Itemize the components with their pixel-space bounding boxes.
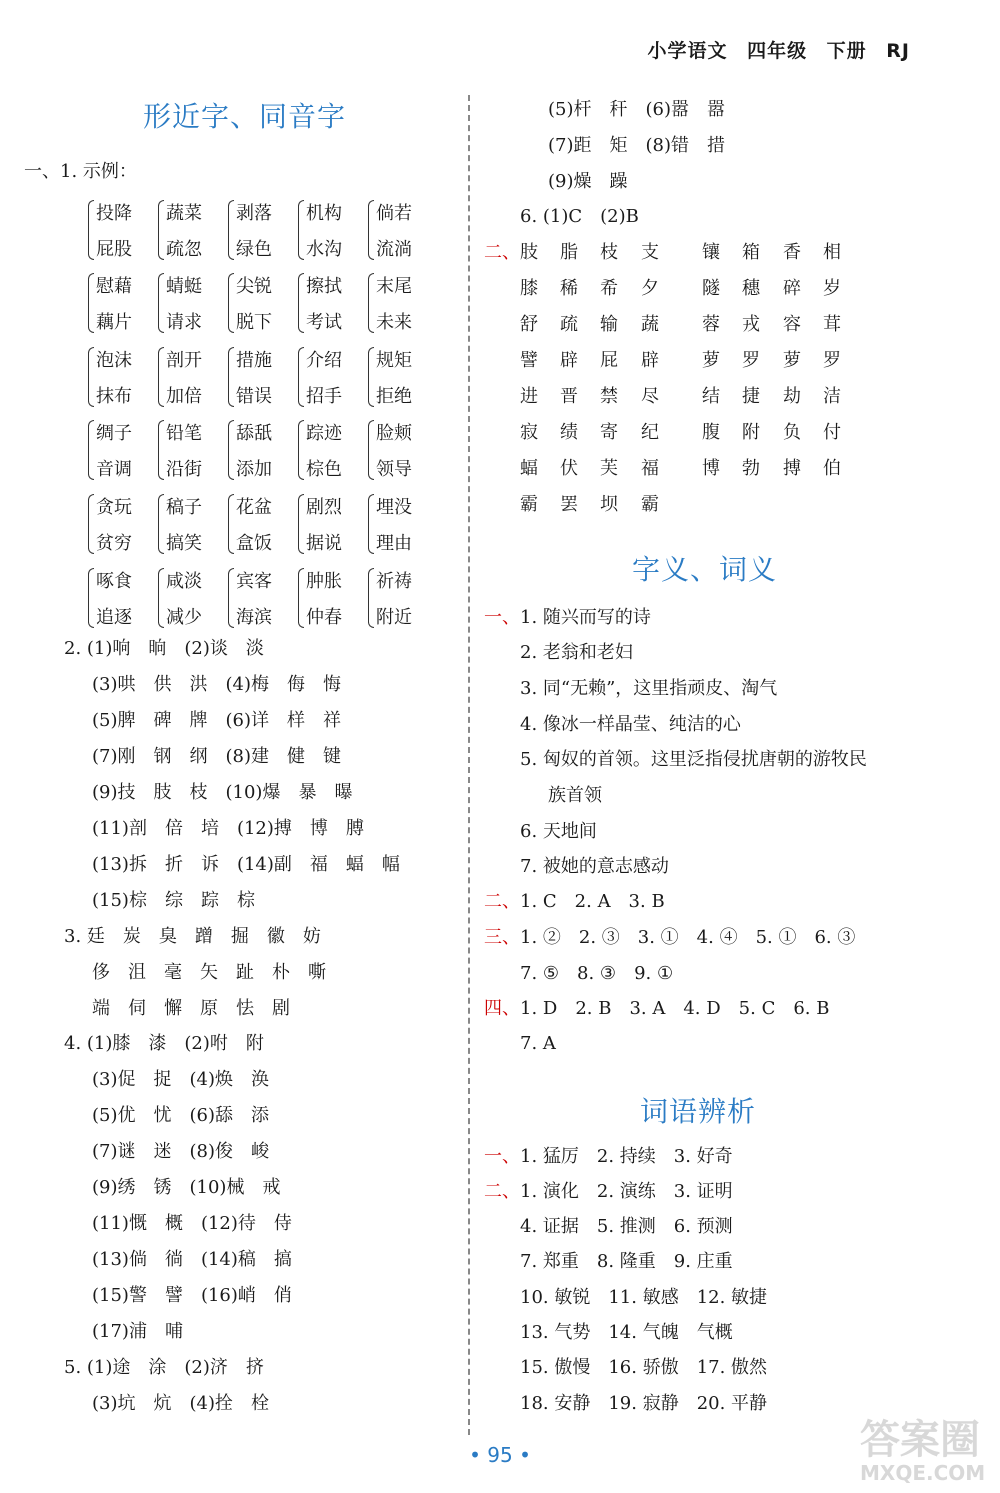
section-2-label: 二、 bbox=[484, 242, 520, 263]
pair-word: 擦拭 bbox=[306, 276, 342, 297]
grid-char: 晋 bbox=[560, 386, 578, 407]
grid-char: 箱 bbox=[742, 242, 760, 263]
word-pair bbox=[166, 269, 202, 341]
answer-line: 端 伺 懈 原 怯 剧 bbox=[92, 998, 290, 1019]
pair-word: 沿街 bbox=[166, 459, 202, 480]
pair-word: 倘若 bbox=[376, 203, 412, 224]
answer-line: 族首领 bbox=[548, 785, 602, 806]
grid-char: 福 bbox=[641, 458, 659, 479]
answer-line: (9)绣 锈 (10)械 戒 bbox=[92, 1177, 281, 1198]
pair-word: 拒绝 bbox=[376, 386, 412, 407]
pair-word: 剖开 bbox=[166, 350, 202, 371]
word-pair bbox=[306, 490, 342, 562]
grid-char: 疏 bbox=[560, 314, 578, 335]
grid-char: 捷 bbox=[742, 386, 760, 407]
word-pair bbox=[376, 416, 412, 488]
grid-char: 寄 bbox=[600, 422, 618, 443]
pair-word: 领导 bbox=[376, 459, 412, 480]
grid-char: 屁 bbox=[600, 350, 618, 371]
grid-char: 结 bbox=[702, 386, 720, 407]
answer-line: (11)剖 倍 培 (12)搏 博 膊 bbox=[92, 818, 364, 839]
grid-char: 肢 bbox=[520, 242, 538, 263]
pair-word: 脸颊 bbox=[376, 423, 412, 444]
pair-word: 绿色 bbox=[236, 239, 272, 260]
answer-line: 10. 敏锐 11. 敏感 12. 敏捷 bbox=[520, 1287, 768, 1308]
grid-char: 香 bbox=[783, 242, 801, 263]
word-pair bbox=[376, 490, 412, 562]
word-pair bbox=[236, 564, 272, 636]
word-pair bbox=[96, 490, 132, 562]
answer-line: 15. 傲慢 16. 骄傲 17. 傲然 bbox=[520, 1357, 768, 1378]
grid-char: 罗 bbox=[823, 350, 841, 371]
word-pair bbox=[306, 196, 342, 268]
answer-line: 二、1. 演化 2. 演练 3. 证明 bbox=[484, 1181, 733, 1202]
grid-char: 希 bbox=[600, 278, 618, 299]
pair-word: 减少 bbox=[166, 607, 202, 628]
section-marker: 三、 bbox=[484, 927, 520, 948]
pair-word: 宾客 bbox=[236, 571, 272, 592]
watermark-line2: MXQE.COM bbox=[860, 1461, 986, 1485]
pair-word: 添加 bbox=[236, 459, 272, 480]
answer-line: 18. 安静 19. 寂静 20. 平静 bbox=[520, 1393, 768, 1414]
grid-char: 蔬 bbox=[641, 314, 659, 335]
word-pair bbox=[236, 196, 272, 268]
watermark-logo bbox=[860, 1408, 985, 1485]
pair-word: 机构 bbox=[306, 203, 342, 224]
answer-line: (17)浦 哺 bbox=[92, 1321, 183, 1342]
grid-char: 萝 bbox=[783, 350, 801, 371]
answer-line: 6. (1)C (2)B bbox=[520, 206, 639, 227]
word-pair bbox=[96, 564, 132, 636]
grid-char: 膝 bbox=[520, 278, 538, 299]
section-marker: 二、 bbox=[484, 1181, 520, 1202]
word-pair bbox=[376, 196, 412, 268]
answer-line: 二、1. C 2. A 3. B bbox=[484, 891, 665, 912]
pair-word: 海滨 bbox=[236, 607, 272, 628]
answer-line: 四、1. D 2. B 3. A 4. D 5. C 6. B bbox=[484, 998, 830, 1019]
grid-char: 尽 bbox=[641, 386, 659, 407]
word-pair bbox=[376, 343, 412, 415]
answer-line: (7)刚 钢 纲 (8)建 健 键 bbox=[92, 746, 341, 767]
grid-char: 舒 bbox=[520, 314, 538, 335]
grid-char: 劫 bbox=[783, 386, 801, 407]
pair-word: 附近 bbox=[376, 607, 412, 628]
pair-word: 末尾 bbox=[376, 276, 412, 297]
word-pair bbox=[306, 343, 342, 415]
answer-line: 4. (1)膝 漆 (2)咐 附 bbox=[64, 1033, 264, 1054]
answer-line: 2. 老翁和老妇 bbox=[520, 642, 633, 663]
pair-word: 盒饭 bbox=[236, 533, 272, 554]
grid-char: 进 bbox=[520, 386, 538, 407]
pair-word: 绸子 bbox=[96, 423, 132, 444]
pair-word: 藕片 bbox=[96, 312, 132, 333]
grid-char: 搏 bbox=[783, 458, 801, 479]
pair-word: 贪玩 bbox=[96, 497, 132, 518]
watermark-line1: 答案圈 bbox=[860, 1417, 980, 1463]
word-pair bbox=[306, 564, 342, 636]
pair-word: 追逐 bbox=[96, 607, 132, 628]
answer-line: 侈 沮 毫 矢 趾 朴 嘶 bbox=[92, 962, 326, 983]
pair-word: 蜻蜓 bbox=[166, 276, 202, 297]
grid-char: 付 bbox=[823, 422, 841, 443]
grid-char: 相 bbox=[823, 242, 841, 263]
grid-char: 枝 bbox=[600, 242, 618, 263]
pair-word: 理由 bbox=[376, 533, 412, 554]
grid-char: 禁 bbox=[600, 386, 618, 407]
word-pair bbox=[96, 343, 132, 415]
pair-word: 泡沫 bbox=[96, 350, 132, 371]
pair-word: 剥落 bbox=[236, 203, 272, 224]
pair-word: 据说 bbox=[306, 533, 342, 554]
pair-word: 考试 bbox=[306, 312, 342, 333]
word-pair bbox=[96, 416, 132, 488]
grid-char: 附 bbox=[742, 422, 760, 443]
pair-word: 搞笑 bbox=[166, 533, 202, 554]
section-title-similar-chars: 形近字、同音字 bbox=[143, 100, 347, 133]
pair-word: 音调 bbox=[96, 459, 132, 480]
pair-word: 措施 bbox=[236, 350, 272, 371]
grid-char: 碎 bbox=[783, 278, 801, 299]
word-pair bbox=[236, 269, 272, 341]
answer-line: (3)哄 供 洪 (4)梅 侮 悔 bbox=[92, 674, 341, 695]
grid-char: 寂 bbox=[520, 422, 538, 443]
answer-line: 4. 像冰一样晶莹、纯洁的心 bbox=[520, 714, 741, 735]
grid-char: 稀 bbox=[560, 278, 578, 299]
grid-char: 洁 bbox=[823, 386, 841, 407]
pair-word: 贫穷 bbox=[96, 533, 132, 554]
grid-char: 罢 bbox=[560, 494, 578, 515]
pair-word: 踪迹 bbox=[306, 423, 342, 444]
pair-word: 规矩 bbox=[376, 350, 412, 371]
word-pair bbox=[306, 416, 342, 488]
pair-word: 请求 bbox=[166, 312, 202, 333]
pair-word: 抹布 bbox=[96, 386, 132, 407]
word-pair bbox=[376, 269, 412, 341]
page-number: • 95 • bbox=[469, 1443, 531, 1467]
grid-char: 蝠 bbox=[520, 458, 538, 479]
pair-word: 啄食 bbox=[96, 571, 132, 592]
grid-char: 负 bbox=[783, 422, 801, 443]
answer-line: 13. 气势 14. 气魄 气概 bbox=[520, 1322, 733, 1343]
pair-word: 咸淡 bbox=[166, 571, 202, 592]
pair-word: 铅笔 bbox=[166, 423, 202, 444]
grid-char: 茸 bbox=[823, 314, 841, 335]
answer-line: 3. 同“无赖”，这里指顽皮、淘气 bbox=[520, 678, 778, 699]
grid-char: 辟 bbox=[641, 350, 659, 371]
answer-line: 5. (1)途 涂 (2)济 挤 bbox=[64, 1357, 264, 1378]
grid-char: 譬 bbox=[520, 350, 538, 371]
grid-char: 罗 bbox=[742, 350, 760, 371]
grid-char: 纪 bbox=[641, 422, 659, 443]
grid-char: 戎 bbox=[742, 314, 760, 335]
pair-word: 介绍 bbox=[306, 350, 342, 371]
answer-line: (5)杆 秆 (6)嚣 嚣 bbox=[548, 99, 725, 120]
pair-word: 剧烈 bbox=[306, 497, 342, 518]
grid-char: 博 bbox=[702, 458, 720, 479]
pair-word: 招手 bbox=[306, 386, 342, 407]
pair-word: 棕色 bbox=[306, 459, 342, 480]
section-marker: 一、 bbox=[484, 1146, 520, 1167]
answer-line: 5. 匈奴的首领。这里泛指侵扰唐朝的游牧民 bbox=[520, 749, 867, 770]
grid-char: 输 bbox=[600, 314, 618, 335]
word-pair bbox=[166, 343, 202, 415]
answer-line: (5)优 忧 (6)舔 添 bbox=[92, 1105, 269, 1126]
pair-word: 肿胀 bbox=[306, 571, 342, 592]
section-marker: 四、 bbox=[484, 998, 520, 1019]
pair-word: 屁股 bbox=[96, 239, 132, 260]
pair-word: 尖锐 bbox=[236, 276, 272, 297]
section-title-analysis: 词语辨析 bbox=[640, 1095, 757, 1128]
q1-label: 一、1. 示例： bbox=[24, 161, 137, 182]
grid-char: 蓉 bbox=[702, 314, 720, 335]
pair-word: 投降 bbox=[96, 203, 132, 224]
grid-char: 隧 bbox=[702, 278, 720, 299]
word-pair bbox=[166, 196, 202, 268]
book-header: 小学语文 四年级 下册 RJ bbox=[647, 40, 910, 62]
grid-char: 腹 bbox=[702, 422, 720, 443]
answer-line: (3)坑 炕 (4)拴 栓 bbox=[92, 1393, 269, 1414]
grid-char: 霸 bbox=[641, 494, 659, 515]
pair-word: 未来 bbox=[376, 312, 412, 333]
answer-line: (15)棕 综 踪 棕 bbox=[92, 890, 255, 911]
answer-line: 7. A bbox=[520, 1033, 556, 1054]
pair-word: 祈祷 bbox=[376, 571, 412, 592]
word-pair bbox=[166, 490, 202, 562]
answer-line: 三、1. ② 2. ③ 3. ① 4. ④ 5. ① 6. ③ bbox=[484, 927, 856, 948]
pair-word: 加倍 bbox=[166, 386, 202, 407]
word-pair bbox=[376, 564, 412, 636]
answer-line: (13)拆 折 诉 (14)副 福 蝠 幅 bbox=[92, 854, 400, 875]
answer-line: (7)谜 迷 (8)俊 峻 bbox=[92, 1141, 269, 1162]
section-marker: 一、 bbox=[484, 607, 520, 628]
grid-char: 萝 bbox=[702, 350, 720, 371]
pair-word: 蔬菜 bbox=[166, 203, 202, 224]
pair-word: 埋没 bbox=[376, 497, 412, 518]
answer-line: (9)技 肢 枝 (10)爆 暴 曝 bbox=[92, 782, 353, 803]
pair-word: 流淌 bbox=[376, 239, 412, 260]
pair-word: 慰藉 bbox=[96, 276, 132, 297]
pair-word: 花盆 bbox=[236, 497, 272, 518]
pair-word: 疏忽 bbox=[166, 239, 202, 260]
grid-char: 伏 bbox=[560, 458, 578, 479]
section-title-meaning: 字义、词义 bbox=[632, 553, 778, 586]
word-pair bbox=[236, 343, 272, 415]
answer-line: (9)燥 躁 bbox=[548, 171, 628, 192]
section-marker: 二、 bbox=[484, 891, 520, 912]
grid-char: 夕 bbox=[641, 278, 659, 299]
answer-line: 一、1. 猛厉 2. 持续 3. 好奇 bbox=[484, 1146, 733, 1167]
pair-word: 稿子 bbox=[166, 497, 202, 518]
pair-word: 水沟 bbox=[306, 239, 342, 260]
pair-word: 错误 bbox=[236, 386, 272, 407]
answer-line: (13)倘 徜 (14)稿 搞 bbox=[92, 1249, 292, 1270]
grid-char: 岁 bbox=[823, 278, 841, 299]
answer-line: 7. 被她的意志感动 bbox=[520, 856, 669, 877]
grid-char: 勃 bbox=[742, 458, 760, 479]
grid-char: 伯 bbox=[823, 458, 841, 479]
grid-char: 芙 bbox=[600, 458, 618, 479]
grid-char: 穗 bbox=[742, 278, 760, 299]
grid-char: 霸 bbox=[520, 494, 538, 515]
grid-char: 绩 bbox=[560, 422, 578, 443]
answer-line: (5)脾 碑 牌 (6)详 样 祥 bbox=[92, 710, 341, 731]
answer-line: 7. ⑤ 8. ③ 9. ① bbox=[520, 963, 674, 984]
grid-char: 辟 bbox=[560, 350, 578, 371]
answer-line: 7. 郑重 8. 隆重 9. 庄重 bbox=[520, 1251, 733, 1272]
word-pair bbox=[96, 196, 132, 268]
word-pair bbox=[306, 269, 342, 341]
answer-line: (15)警 譬 (16)峭 俏 bbox=[92, 1285, 292, 1306]
grid-char: 坝 bbox=[600, 494, 618, 515]
grid-char: 镶 bbox=[702, 242, 720, 263]
word-pair bbox=[166, 564, 202, 636]
pair-word: 脱下 bbox=[236, 312, 272, 333]
word-pair bbox=[236, 490, 272, 562]
word-pair bbox=[166, 416, 202, 488]
answer-line: (3)促 捉 (4)焕 涣 bbox=[92, 1069, 269, 1090]
pair-word: 舔舐 bbox=[236, 423, 272, 444]
column-divider bbox=[468, 95, 470, 1435]
answer-line: 2. (1)响 晌 (2)谈 淡 bbox=[64, 638, 264, 659]
pair-word: 仲春 bbox=[306, 607, 342, 628]
grid-char: 支 bbox=[641, 242, 659, 263]
answer-line: (7)距 矩 (8)错 措 bbox=[548, 135, 725, 156]
grid-char: 脂 bbox=[560, 242, 578, 263]
answer-line: 3. 廷 炭 臭 蹭 掘 徽 妨 bbox=[64, 926, 321, 947]
answer-line: 一、1. 随兴而写的诗 bbox=[484, 607, 651, 628]
word-pair bbox=[236, 416, 272, 488]
answer-line: 6. 天地间 bbox=[520, 821, 597, 842]
grid-char: 容 bbox=[783, 314, 801, 335]
answer-line: 4. 证据 5. 推测 6. 预测 bbox=[520, 1216, 733, 1237]
answer-line: (11)慨 概 (12)待 侍 bbox=[92, 1213, 292, 1234]
word-pair bbox=[96, 269, 132, 341]
